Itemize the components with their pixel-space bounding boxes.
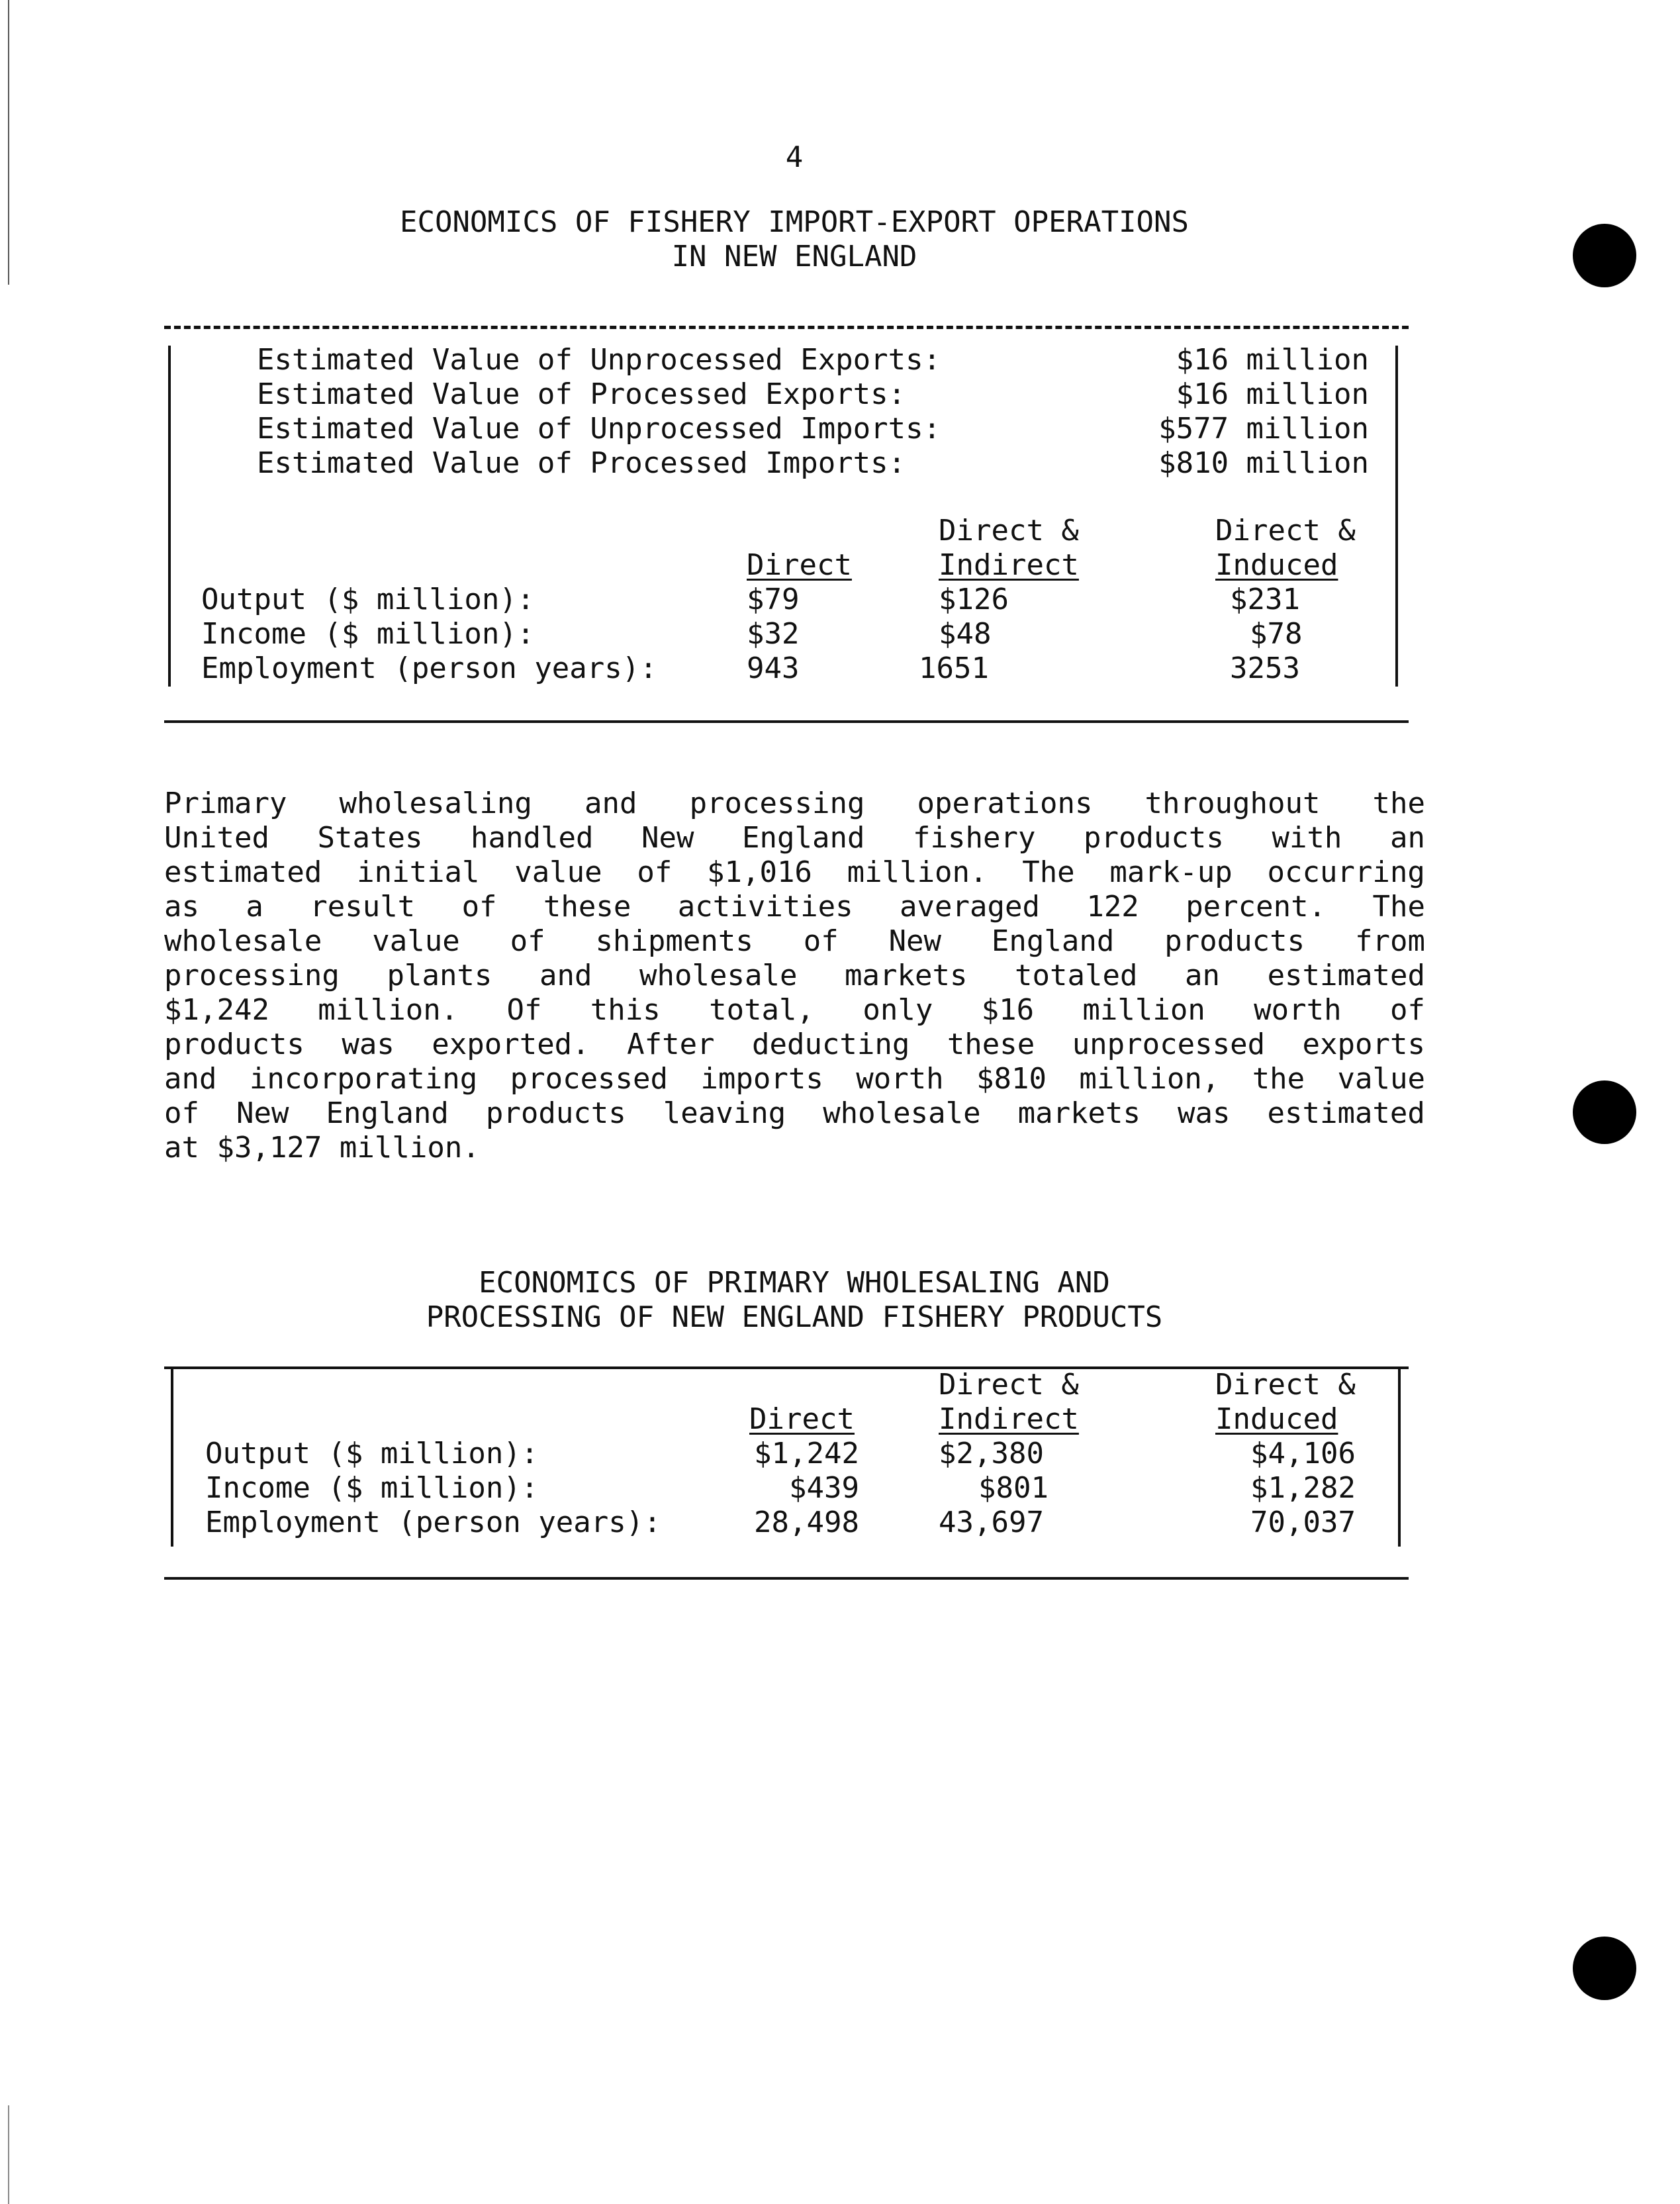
section1-bottom-rule xyxy=(164,720,1409,723)
section2-left-border xyxy=(171,1366,173,1547)
paragraph-word: markets xyxy=(1017,1096,1141,1130)
s2-output-indirect: $2,380 xyxy=(939,1437,1044,1470)
paragraph-word: fishery xyxy=(913,821,1036,855)
s1-employment-direct: 943 xyxy=(747,651,800,685)
paragraph-line-2 xyxy=(164,821,1425,855)
paragraph-word: United xyxy=(164,821,269,855)
paragraph-word: percent. xyxy=(1186,890,1327,924)
section1-right-border xyxy=(1395,346,1398,687)
punch-hole-top xyxy=(1573,224,1636,287)
paragraph-word: million, xyxy=(1079,1062,1220,1096)
paragraph-word: England xyxy=(991,924,1115,958)
s1-output-direct: $79 xyxy=(747,583,800,616)
section1-title-line2: IN NEW ENGLAND xyxy=(671,240,917,273)
paragraph-word: wholesaling xyxy=(339,787,532,820)
paragraph-word: handled xyxy=(471,821,594,855)
paragraph-word: processing xyxy=(164,959,340,992)
paragraph-line-7 xyxy=(164,993,1425,1028)
s2-header-direct-indirect-top: Direct & xyxy=(939,1368,1079,1402)
estimate-value-processed-imports: $810 million xyxy=(1158,446,1369,480)
page-margin-line-bottom xyxy=(8,2105,9,2204)
paragraph-word: value xyxy=(372,924,460,958)
paragraph-word: exported. xyxy=(432,1028,590,1061)
s1-income-induced: $78 xyxy=(1250,617,1303,651)
s2-employment-direct: 28,498 xyxy=(754,1506,859,1539)
estimate-label-processed-imports: Estimated Value of Processed Imports: xyxy=(257,446,906,480)
paragraph-word: estimated xyxy=(1267,1096,1425,1130)
paragraph-word: shipments xyxy=(595,924,753,958)
s1-output-indirect: $126 xyxy=(939,583,1009,616)
paragraph-word: products xyxy=(1083,821,1224,855)
estimate-label-unprocessed-exports: Estimated Value of Unprocessed Exports: xyxy=(257,343,941,377)
s1-output-induced: $231 xyxy=(1230,583,1300,616)
paragraph-word: $1,242 xyxy=(164,993,269,1027)
page-margin-line xyxy=(8,0,9,285)
s1-header-direct: Direct xyxy=(747,548,852,582)
paragraph-line-3 xyxy=(164,855,1425,890)
paragraph-line-6 xyxy=(164,959,1425,993)
s1-income-indirect: $48 xyxy=(939,617,992,651)
estimate-label-unprocessed-imports: Estimated Value of Unprocessed Imports: xyxy=(257,412,941,446)
paragraph-word: total, xyxy=(709,993,815,1027)
paragraph-word: of xyxy=(510,924,545,958)
section1-dashed-rule xyxy=(164,326,1409,329)
paragraph-word: The xyxy=(1372,890,1425,924)
s2-header-direct-induced-top: Direct & xyxy=(1215,1368,1356,1402)
paragraph-word: of xyxy=(803,924,839,958)
paragraph-line-4 xyxy=(164,890,1425,924)
s1-header-direct-indirect-top: Direct & xyxy=(939,514,1079,548)
s2-row-employment-label: Employment (person years): xyxy=(205,1506,661,1539)
paragraph-word: result xyxy=(310,890,416,924)
paragraph-word: throughout xyxy=(1144,787,1321,820)
paragraph-word: New xyxy=(641,821,694,855)
paragraph-word: estimated xyxy=(164,855,322,889)
section2-title-line2: PROCESSING OF NEW ENGLAND FISHERY PRODUCTS xyxy=(426,1300,1163,1334)
paragraph-word: averaged xyxy=(900,890,1040,924)
s2-header-direct: Direct xyxy=(749,1402,855,1436)
s1-row-income-label: Income ($ million): xyxy=(201,617,535,651)
paragraph-word: initial xyxy=(357,855,480,889)
paragraph-word: processed xyxy=(510,1062,669,1096)
paragraph-word: 122 xyxy=(1086,890,1139,924)
s1-employment-indirect: 1651 xyxy=(919,651,989,685)
punch-hole-middle xyxy=(1573,1080,1636,1144)
s2-header-induced: Induced xyxy=(1215,1402,1338,1436)
paragraph-word: After xyxy=(627,1028,715,1061)
paragraph-word: worth xyxy=(1254,993,1342,1027)
paragraph-word: a xyxy=(246,890,263,924)
s2-row-income-label: Income ($ million): xyxy=(205,1471,539,1505)
section2-table-box xyxy=(164,1366,1409,1580)
estimate-label-processed-exports: Estimated Value of Processed Exports: xyxy=(257,377,906,411)
paragraph-word: New xyxy=(236,1096,289,1130)
section1-title-line1: ECONOMICS OF FISHERY IMPORT-EXPORT OPERATIONS xyxy=(399,205,1190,239)
s2-income-indirect: $801 xyxy=(978,1471,1049,1505)
paragraph-word: wholesale xyxy=(164,924,322,958)
paragraph-word: products xyxy=(485,1096,626,1130)
paragraph-word: States xyxy=(317,821,423,855)
paragraph-word: of xyxy=(637,855,673,889)
paragraph-word: activities xyxy=(677,890,853,924)
paragraph-word: processing xyxy=(689,787,865,820)
paragraph-word: was xyxy=(342,1028,395,1061)
paragraph-word: occurring xyxy=(1267,855,1425,889)
paragraph-word: an xyxy=(1389,821,1425,855)
paragraph-word: imports xyxy=(700,1062,823,1096)
paragraph-word: from xyxy=(1354,924,1425,958)
s1-row-employment-label: Employment (person years): xyxy=(201,651,657,685)
paragraph-word: markets xyxy=(845,959,968,992)
s1-header-induced: Induced xyxy=(1215,548,1338,582)
estimate-value-unprocessed-exports: $16 million xyxy=(1176,343,1369,377)
paragraph-word: $1,016 xyxy=(706,855,812,889)
paragraph-word: exports xyxy=(1302,1028,1425,1061)
paragraph-word: million. xyxy=(847,855,988,889)
paragraph-word: value xyxy=(514,855,602,889)
paragraph-word: and xyxy=(584,787,637,820)
paragraph-word: products xyxy=(1164,924,1305,958)
paragraph-word: mark-up xyxy=(1109,855,1233,889)
paragraph-word: unprocessed xyxy=(1072,1028,1266,1061)
s2-income-direct: $439 xyxy=(789,1471,859,1505)
section1-left-border xyxy=(168,346,171,687)
s2-header-indirect: Indirect xyxy=(939,1402,1079,1436)
paragraph-word: these xyxy=(543,890,631,924)
paragraph-word: New xyxy=(888,924,942,958)
s1-employment-induced: 3253 xyxy=(1230,651,1300,685)
paragraph-line-9 xyxy=(164,1062,1425,1096)
paragraph-word: $810 xyxy=(976,1062,1047,1096)
s2-employment-indirect: 43,697 xyxy=(939,1506,1044,1539)
paragraph-word: England xyxy=(326,1096,449,1130)
paragraph-word: of xyxy=(164,1096,199,1130)
estimate-value-unprocessed-imports: $577 million xyxy=(1158,412,1369,446)
paragraph-line-10 xyxy=(164,1096,1425,1131)
paragraph-word: England xyxy=(742,821,865,855)
paragraph-word: and xyxy=(539,959,592,992)
paragraph-word: value xyxy=(1337,1062,1425,1096)
paragraph-word: products xyxy=(164,1028,304,1061)
paragraph-word: estimated xyxy=(1267,959,1425,992)
paragraph-word: of xyxy=(461,890,497,924)
paragraph-word: operations xyxy=(917,787,1093,820)
paragraph-word: the xyxy=(1252,1062,1305,1096)
paragraph-word: $16 xyxy=(981,993,1035,1027)
paragraph-word: an xyxy=(1185,959,1220,992)
paragraph-word: the xyxy=(1372,787,1425,820)
s2-row-output-label: Output ($ million): xyxy=(205,1437,539,1470)
paragraph-word: wholesale xyxy=(823,1096,981,1130)
body-paragraph xyxy=(164,787,1425,1165)
paragraph-word: these xyxy=(947,1028,1035,1061)
section1-table-box xyxy=(164,326,1409,723)
paragraph-word: totaled xyxy=(1015,959,1138,992)
s2-income-induced: $1,282 xyxy=(1250,1471,1356,1505)
paragraph-word: deducting xyxy=(751,1028,910,1061)
estimate-value-processed-exports: $16 million xyxy=(1176,377,1369,411)
paragraph-word: as xyxy=(164,890,199,924)
paragraph-word: only xyxy=(863,993,933,1027)
paragraph-word: of xyxy=(1389,993,1425,1027)
paragraph-word: wholesale xyxy=(639,959,798,992)
punch-hole-bottom xyxy=(1573,1937,1636,2000)
paragraph-word: Primary xyxy=(164,787,287,820)
paragraph-word: leaving xyxy=(663,1096,786,1130)
paragraph-word: Of xyxy=(506,993,542,1027)
paragraph-word: incorporating xyxy=(249,1062,478,1096)
paragraph-line-11-text: at $3,127 million. xyxy=(164,1131,480,1165)
paragraph-word: was xyxy=(1178,1096,1231,1130)
s1-row-output-label: Output ($ million): xyxy=(201,583,535,616)
paragraph-word: and xyxy=(164,1062,217,1096)
paragraph-word: plants xyxy=(387,959,492,992)
s1-header-indirect: Indirect xyxy=(939,548,1079,582)
s1-income-direct: $32 xyxy=(747,617,800,651)
paragraph-word: worth xyxy=(856,1062,944,1096)
page-number: 4 xyxy=(785,140,804,174)
paragraph-word: this xyxy=(590,993,661,1027)
paragraph-line-8 xyxy=(164,1028,1425,1062)
s2-output-induced: $4,106 xyxy=(1250,1437,1356,1470)
paragraph-word: million xyxy=(1082,993,1205,1027)
section2-bottom-rule xyxy=(164,1577,1409,1580)
section2-right-border xyxy=(1398,1366,1401,1547)
s1-header-direct-induced-top: Direct & xyxy=(1215,514,1356,548)
paragraph-word: million. xyxy=(318,993,459,1027)
paragraph-line-1 xyxy=(164,787,1425,821)
section2-title-line1: ECONOMICS OF PRIMARY WHOLESALING AND xyxy=(479,1266,1110,1300)
s2-output-direct: $1,242 xyxy=(754,1437,859,1470)
paragraph-line-11 xyxy=(164,1131,1425,1165)
paragraph-word: The xyxy=(1022,855,1075,889)
paragraph-line-5 xyxy=(164,924,1425,959)
s2-employment-induced: 70,037 xyxy=(1250,1506,1356,1539)
paragraph-word: with xyxy=(1272,821,1342,855)
